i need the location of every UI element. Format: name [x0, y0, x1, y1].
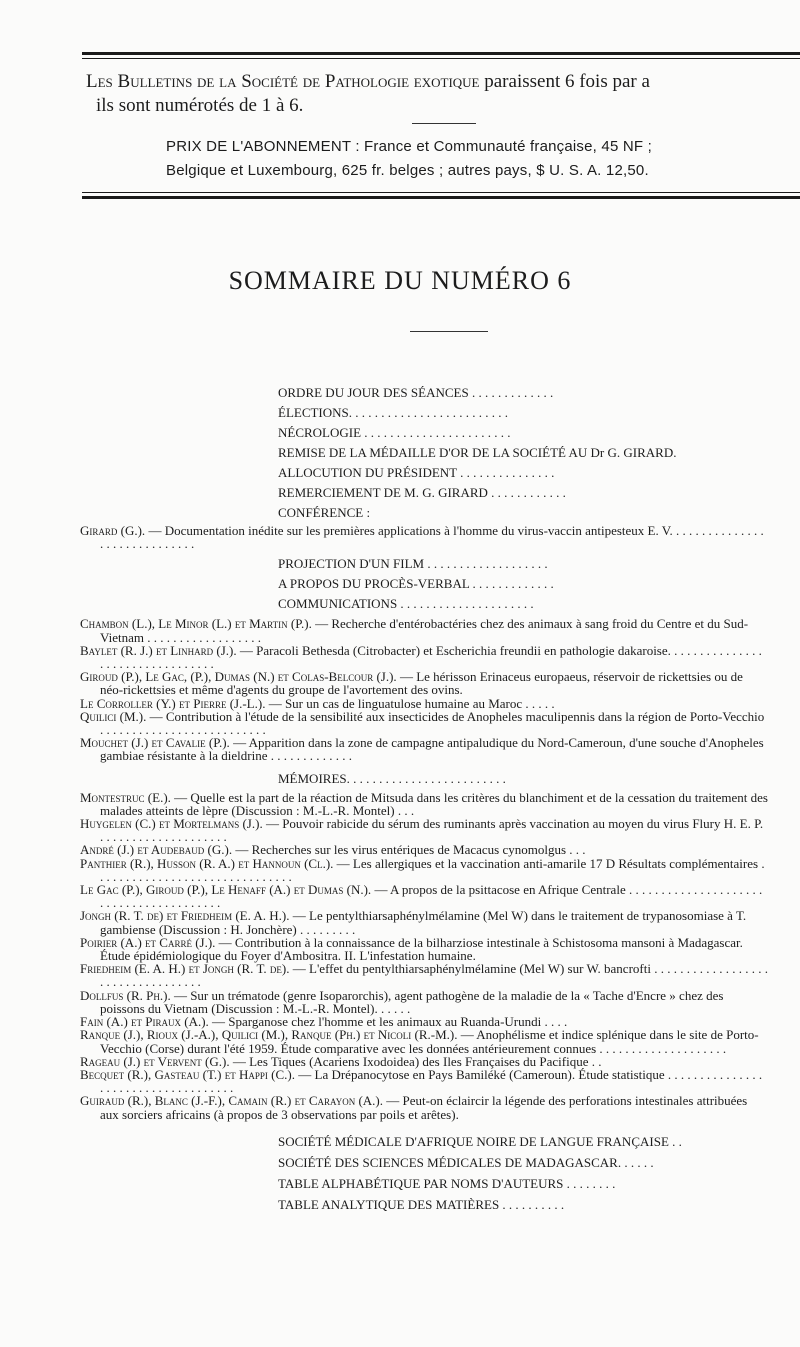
entry-author: Le Gac (P.), Giroud (P.), Le Henaff (A.) et Dumas (N.).: [80, 882, 372, 898]
section-remerciement: REMERCIEMENT DE M. G. GIRARD . . . . . . . . . . . .: [278, 485, 566, 500]
entry-text: — Le hérisson Erinaceus europaeus, réservoir de rickettsies ou de néo-rickettsies et même d'agents du groupe de l'avortement des ovins.: [100, 669, 743, 698]
entry-text: — Peut-on éclaircir la légende des perforations intestinales attribuées aux sorciers africains (à propos de 3 observations par poils et arêtes).: [100, 1093, 748, 1122]
price-line1: PRIX DE L'ABONNEMENT : France et Communauté française, 45 NF ;: [166, 138, 652, 155]
list-item: [80, 936, 768, 962]
subscription-price: [166, 135, 786, 183]
entry-text: — Sur un trématode (genre Isoparorchis), agent pathogène de la maladie de la « Tache d'Encre » chez des poissons du Vietnam (Discussion : M.-L.-R. Montel). . . . . .: [100, 987, 724, 1016]
entry-text: — La Drépanocytose en Pays Bamiléké (Cameroun). Étude statistique . . . . . . . . . . . . . . . . . . . . . . . . . . . . . . . . . . . .: [100, 1066, 763, 1096]
section-proces-verbal: A PROPOS DU PROCÈS-VERBAL . . . . . . . . . . . . .: [278, 576, 554, 592]
price-line2: Belgique et Luxembourg, 625 fr. belges ; autres pays, $ U. S. A. 12,50.: [166, 162, 649, 179]
list-item: [80, 883, 768, 909]
entry-author: Le Corroller (Y.) et Pierre (J.-L.).: [80, 695, 266, 711]
entry-author: Rageau (J.) et Vervent (G.).: [80, 1053, 230, 1069]
entry-author: Friedheim (E. A. H.) et Jongh (R. T. de).: [80, 961, 290, 977]
section-medaille: REMISE DE LA MÉDAILLE D'OR DE LA SOCIÉTÉ AU Dr G. GIRARD.: [278, 445, 677, 460]
list-item: [80, 644, 768, 670]
entry-text: — Contribution à l'étude de la sensibilité aux insecticides de Anopheles maculipennis dans la région de Porto-Vecchio . . . . . . . . . . . . . . . . . . . . . . . . . .: [100, 708, 765, 738]
memoires-list: [80, 791, 768, 1121]
entry-author: Chambon (L.), Le Minor (L.) et Martin (P.).: [80, 616, 312, 632]
entry-author: Baylet (R. J.) et Linhard (J.).: [80, 642, 237, 658]
list-item: [80, 617, 768, 643]
entry-text: — Quelle est la part de la réaction de Mitsuda dans les critères du blanchiment et de la cessation du traitement des malades atteints de lèpre (Discussion : M.-L.-R. Montel) . . .: [100, 789, 768, 818]
entry-text: — Sparganose chez l'homme et les animaux au Ruanda-Urundi . . . .: [208, 1014, 568, 1030]
communications-list: [80, 617, 768, 762]
closing-sections: [80, 1134, 768, 1212]
entry-text: — A propos de la psittacose en Afrique Centrale . . . . . . . . . . . . . . . . . . . . . . . . . . . . . . . . . . . . . . . .: [100, 882, 763, 911]
entry-author: Ranque (J.), Rioux (J.-A.), Quilici (M.), Ranque (Ph.) et Nicoli (R.-M.).: [80, 1027, 458, 1043]
entry-author: Girard (G.).: [80, 523, 146, 538]
section-necrologie: NÉCROLOGIE . . . . . . . . . . . . . . . . . . . . . . .: [278, 425, 511, 440]
list-item: [80, 962, 768, 988]
price-rule-thick: [82, 196, 800, 199]
entry-author: Guiraud (R.), Blanc (J.-F.), Camain (R.) et Carayon (A.).: [80, 1093, 384, 1109]
entry-text: — Anophélisme et indice splénique dans le site de Porto-Vecchio (Corse) durant l'été 1959. Étude comparative avec les données antérieurement connues . . . . . . . . . . . . . . . . . . . .: [100, 1027, 759, 1056]
section-conference: CONFÉRENCE :: [278, 505, 371, 520]
section-societe-afrique: SOCIÉTÉ MÉDICALE D'AFRIQUE NOIRE DE LANGUE FRANÇAISE . .: [278, 1133, 682, 1149]
list-item: [80, 817, 768, 843]
entry-text: — Recherches sur les virus entériques de Macacus cynomolgus . . .: [232, 842, 586, 858]
entry-author: Dollfus (R. Ph.).: [80, 987, 171, 1003]
list-item: [80, 524, 768, 550]
top-rule-thin: [82, 58, 800, 59]
entry-author: Fain (A.) et Piraux (A.).: [80, 1014, 209, 1030]
header-line2: ils sont numérotés de 1 à 6.: [96, 95, 304, 116]
entry-text: — Les allergiques et la vaccination anti-amarile 17 D Résultats complémentaires . . . . . . . . . . . . . . . . . . . . . . . . . . . . . . .: [100, 855, 765, 884]
entry-author: Panthier (R.), Husson (R. A.) et Hannoun (Cl.).: [80, 855, 334, 871]
header-rest: paraissent 6 fois par a: [479, 71, 650, 92]
list-item: [80, 1068, 768, 1094]
entry-author: Jongh (R. T. de) et Friedheim (E. A. H.).: [80, 908, 290, 924]
list-item: [80, 1094, 768, 1120]
entry-author: Becquet (R.), Gasteau (T.) et Happi (C.).: [80, 1066, 295, 1082]
header-divider: [412, 123, 476, 124]
list-item: [80, 791, 768, 817]
entry-text: — Sur un cas de linguatulose humaine au Maroc . . . . .: [265, 695, 555, 711]
entry-text: — Pouvoir rabicide du sérum des ruminants après vaccination au moyen du virus Flury H. E. P. . . . . . . . . . . . . . . . . . . . .: [100, 816, 764, 845]
entry-text: — Apparition dans la zone de campagne antipaludique du Nord-Cameroun, d'une souche d'Anopheles gambiae résistante à la dieldrine . . . . . . . . . . . . .: [100, 735, 764, 764]
top-rule-thick: [82, 52, 800, 55]
entry-author: Mouchet (J.) et Cavalie (P.).: [80, 735, 230, 751]
entry-text: — Contribution à la connaissance de la bilharziose intestinale à Schistosoma mansoni à Madagascar. Étude épidémiologique du Foyer d'Ambositra. II. L'infestation humaine.: [100, 934, 743, 964]
entry-text: — L'effet du pentylthiarsaphénylmélamine (Mel W) sur W. bancrofti . . . . . . . . . . . . . . . . . . . . . . . . . . . . . . . . . .: [100, 961, 768, 990]
section-societe-madagascar: SOCIÉTÉ DES SCIENCES MÉDICALES DE MADAGASCAR. . . . . .: [278, 1154, 654, 1170]
section-table-analytique: TABLE ANALYTIQUE DES MATIÈRES . . . . . . . . . .: [278, 1196, 565, 1212]
list-item: [80, 670, 768, 696]
entry-text: — Documentation inédite sur les premières applications à l'homme du virus-vaccin antipesteux E. V. . . . . . . . . . . . . . . . . . . . . . . . . . . . . .: [100, 523, 764, 552]
list-item: [80, 909, 768, 935]
entry-text: — Paracoli Bethesda (Citrobacter) et Escherichia freundii en pathologie dakaroise. . . . . . . . . . . . . . . . . . . . . . . . . . . . . . . . .: [100, 642, 762, 672]
list-item: [80, 989, 768, 1015]
price-rule-thin: [82, 192, 800, 193]
section-table-alphabetique: TABLE ALPHABÉTIQUE PAR NOMS D'AUTEURS . . . . . . . .: [278, 1175, 616, 1191]
entry-author: Quilici (M.).: [80, 708, 147, 724]
section-allocution: ALLOCUTION DU PRÉSIDENT . . . . . . . . . . . . . . .: [278, 465, 555, 480]
page-title: SOMMAIRE DU NUMÉRO 6: [228, 266, 572, 295]
section-memoires: MÉMOIRES. . . . . . . . . . . . . . . . . . . . . . . . .: [278, 770, 506, 786]
section-projection: PROJECTION D'UN FILM . . . . . . . . . . . . . . . . . . .: [278, 556, 548, 572]
section-communications: COMMUNICATIONS . . . . . . . . . . . . . . . . . . . . .: [278, 596, 534, 612]
list-item: [80, 857, 768, 883]
entry-author: Huygelen (C.) et Mortelmans (J.).: [80, 816, 263, 832]
header-title: Les Bulletins de la Société de Pathologie exotique: [86, 71, 480, 92]
entry-author: Montestruc (E.).: [80, 789, 171, 805]
list-item: [80, 736, 768, 762]
header-notice: [86, 70, 800, 118]
title-divider: [410, 331, 488, 332]
section-elections: ÉLECTIONS. . . . . . . . . . . . . . . . . . . . . . . . .: [278, 405, 509, 420]
list-item: [80, 1028, 768, 1054]
entry-author: Poirier (A.) et Carré (J.).: [80, 934, 216, 950]
entry-text: — Recherche d'entérobactéries chez des animaux à sang froid du Centre et du Sud-Vietnam . . . . . . . . . . . . . . . . . .: [100, 616, 749, 645]
section-ordre-du-jour: ORDRE DU JOUR DES SÉANCES . . . . . . . . . . . . .: [278, 385, 554, 400]
table-of-contents: [80, 385, 768, 1218]
entry-author: Giroud (P.), Le Gac, (P.), Dumas (N.) et Colas-Belcour (J.).: [80, 669, 397, 685]
entry-text: — Les Tiques (Acariens Ixodoidea) des Iles Françaises du Pacifique . .: [229, 1053, 602, 1069]
entry-author: André (J.) et Audebaud (G.).: [80, 842, 233, 858]
list-item: [80, 710, 768, 736]
entry-text: — Le pentylthiarsaphénylmélamine (Mel W) dans le traitement de trypanosomiase à T. gambiense (Discussion : H. Jonchère) . . . . . . . . .: [100, 908, 747, 937]
